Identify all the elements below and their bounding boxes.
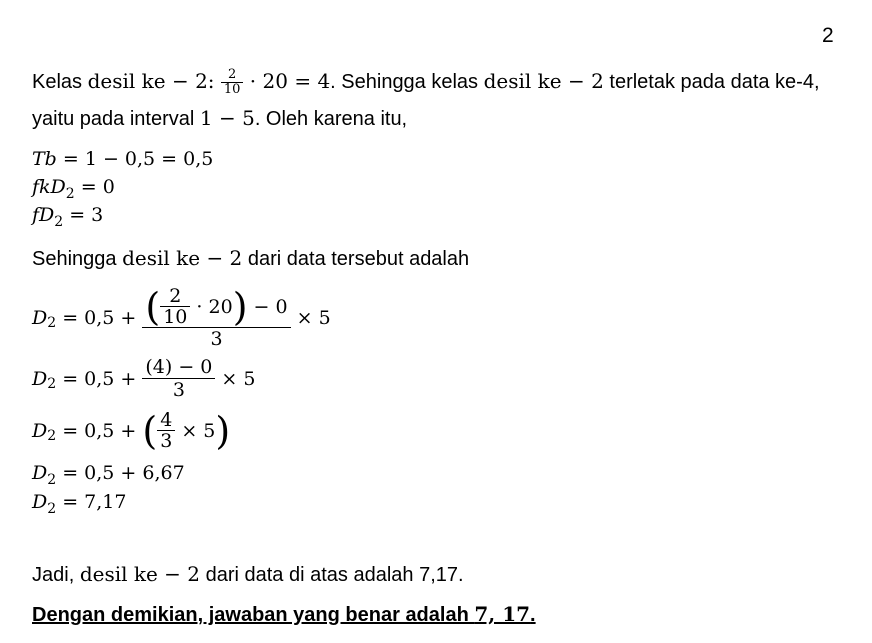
times-twenty-math: · 20 = 4 — [243, 68, 331, 93]
step-3-numerator: 4 — [160, 409, 173, 431]
desil-math-2: desil ke − 2 — [483, 68, 604, 93]
step-4-equation — [32, 462, 185, 488]
interval-math: 1 − 5 — [199, 106, 255, 130]
d-symbol: D — [32, 367, 48, 390]
desil-math: desil ke − 2: — [87, 68, 221, 93]
fk-value: = 0 — [74, 176, 115, 198]
step-5-equation — [32, 491, 127, 517]
right-paren: ) — [232, 284, 248, 329]
step-2-fraction — [142, 356, 215, 401]
dari-data-text: dari data tersebut adalah — [242, 248, 470, 270]
step-4-value: = 0,5 + 6,67 — [56, 462, 185, 484]
jadi-text: Jadi, — [32, 564, 80, 586]
inner-denominator: 10 — [160, 306, 190, 327]
step-3-prefix: = 0,5 + — [56, 419, 143, 442]
d-subscript: 2 — [47, 501, 57, 517]
tb-symbol: Tb — [32, 148, 57, 170]
terletak-text: terletak pada data ke-4, — [603, 70, 820, 93]
step-3-denominator: 3 — [157, 430, 175, 451]
step-1-fraction — [142, 286, 290, 350]
conclusion-end: . — [530, 604, 536, 626]
conclusion-line — [32, 602, 536, 627]
desil-math-3: desil ke − 2 — [122, 246, 243, 270]
interval-text: yaitu pada interval — [32, 108, 200, 130]
d-symbol: D — [32, 419, 48, 442]
fk-equation — [32, 176, 115, 202]
sehingga-text: . Sehingga kelas — [330, 70, 484, 93]
step-3-suffix: × 5 — [175, 419, 216, 442]
inner-numerator: 2 — [169, 285, 182, 307]
tb-value: = 1 − 0,5 = 0,5 — [56, 148, 214, 170]
inner-rest: · 20 — [190, 295, 233, 318]
step-2-suffix: × 5 — [215, 367, 256, 390]
jadi-end-text: dari data di atas adalah 7,17. — [200, 564, 464, 586]
step-2-numerator: (4) − 0 — [145, 356, 213, 378]
fraction-denominator: 10 — [221, 82, 244, 97]
line-interval — [32, 106, 407, 131]
step-1-prefix: = 0,5 + — [56, 307, 143, 329]
step-3-fraction — [157, 410, 175, 451]
step-1-suffix: × 5 — [290, 307, 331, 329]
fraction-numerator: 2 — [228, 67, 237, 82]
step-2-denominator: 3 — [142, 378, 215, 401]
d-symbol: D — [32, 462, 48, 484]
conclusion-value: 7, 17 — [474, 602, 531, 626]
step-3-equation — [32, 410, 230, 451]
step-1-inner-fraction — [160, 286, 190, 327]
line-sehingga — [32, 246, 469, 271]
step-2-prefix: = 0,5 + — [56, 367, 143, 390]
fraction-two-tenths — [221, 68, 244, 97]
d-subscript: 2 — [47, 315, 57, 331]
line-desil-class — [32, 68, 820, 97]
step-2-equation — [32, 356, 255, 401]
f-symbol: fD — [32, 204, 55, 226]
d-subscript: 2 — [47, 427, 57, 444]
kelas-text: Kelas — [32, 70, 88, 93]
right-paren: ) — [215, 408, 231, 453]
tb-equation — [32, 148, 213, 170]
fk-symbol: fkD — [32, 176, 66, 198]
step-5-value: = 7,17 — [56, 491, 127, 513]
oleh-karena-text: . Oleh karena itu, — [254, 108, 408, 130]
d-subscript: 2 — [47, 472, 57, 488]
desil-math-4: desil ke − 2 — [79, 562, 201, 586]
step-1-equation — [32, 286, 331, 350]
left-paren: ( — [145, 284, 161, 329]
d-symbol: D — [32, 307, 48, 329]
conclusion-text: Dengan demikian, jawaban yang benar adalah — [32, 604, 475, 626]
f-subscript: 2 — [54, 214, 64, 230]
line-jadi — [32, 562, 464, 587]
f-equation — [32, 204, 104, 230]
d-symbol: D — [32, 491, 48, 513]
step-1-numerator — [142, 286, 290, 327]
left-paren: ( — [142, 408, 158, 453]
page-number: 2 — [822, 24, 834, 47]
sehingga-intro-text: Sehingga — [32, 248, 123, 270]
d-subscript: 2 — [47, 375, 57, 392]
minus-zero: − 0 — [247, 295, 288, 318]
step-1-denominator: 3 — [142, 327, 290, 350]
fk-subscript: 2 — [65, 186, 75, 202]
f-value: = 3 — [63, 204, 104, 226]
